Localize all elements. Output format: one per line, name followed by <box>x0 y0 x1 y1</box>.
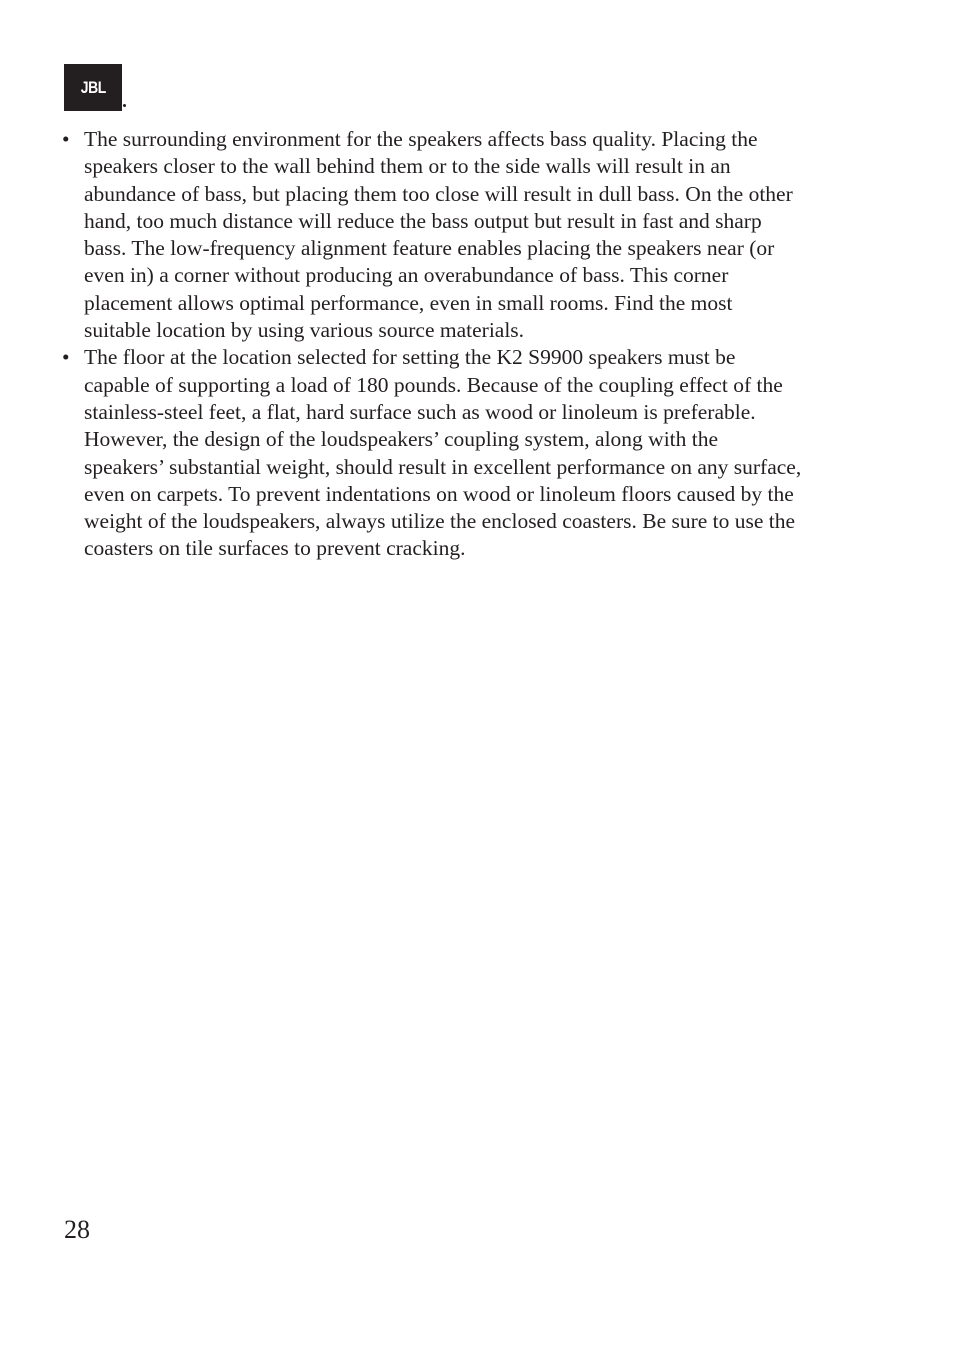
bullet-text-environment: The surrounding environment for the speakers affects bass quality. Placing the speakers closer to the wall behind them or to the side walls will result in an abundance of bass, but placing them too close will result in dull bass. On the other hand, too much distance will reduce the bass output but result in fast and sharp bass. The low-frequency alignment feature enables placing the speakers near (or even in) a corner without producing an overabundance of bass. This corner placement allows optimal performance, even in small rooms. Find the most suitable location by using various source materials. <box>84 127 793 343</box>
bullet-marker: • <box>62 127 70 151</box>
bullet-list <box>62 126 802 563</box>
registered-mark-dot <box>123 104 126 107</box>
page-number: 28 <box>64 1215 90 1244</box>
bullet-marker: • <box>62 345 70 370</box>
jbl-logo-text: JBL <box>80 77 106 97</box>
jbl-logo <box>64 64 122 111</box>
bullet-item-environment <box>62 126 802 344</box>
bullet-item-floor <box>62 344 802 562</box>
bullet-text-floor: The floor at the location selected for setting the K2 S9900 speakers must be capable of supporting a load of 180 pounds. Because of the coupling effect of the stainless-steel feet, a flat, hard surface such as wood or linoleum is preferable. However, the design of the loudspeakers’ coupling system, along with the speakers’ substantial weight, should result in excellent performance on any surface, even on carpets. To prevent indentations on wood or linoleum floors caused by the weight of the loudspeakers, always utilize the enclosed coasters. Be sure to use the coasters on tile surfaces to prevent cracking. <box>84 345 802 561</box>
